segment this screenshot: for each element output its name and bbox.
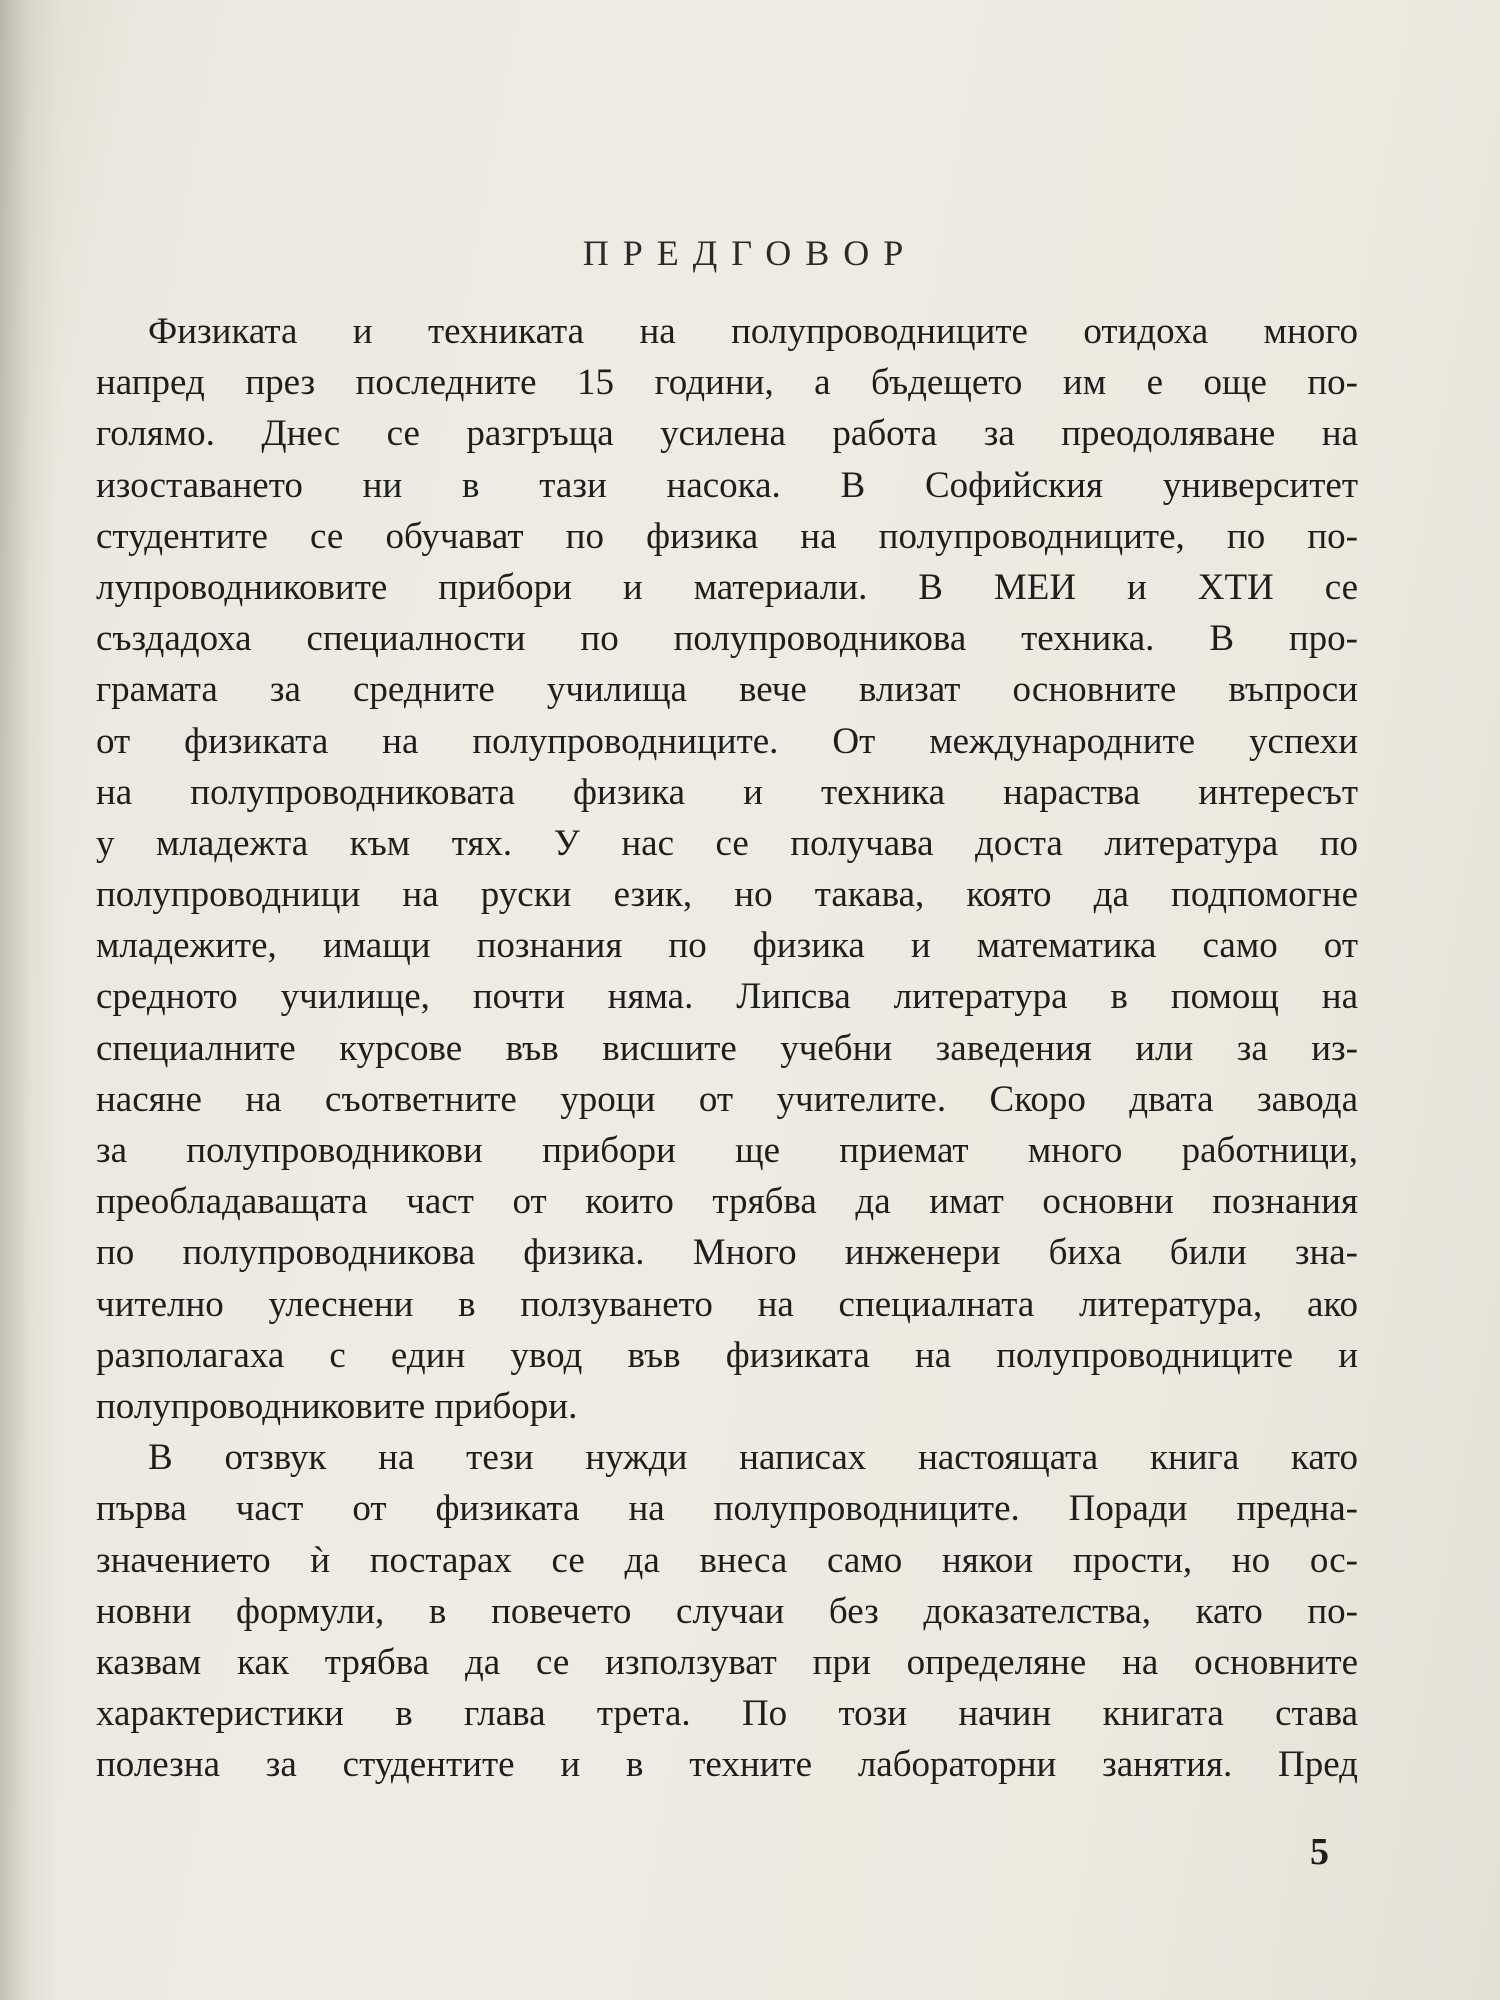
text-line: В отзвук на тези нужди написах настоящата книга като	[148, 1437, 1358, 1479]
text-line: значението ѝ постарах се да внеса само някои прости, но ос-	[96, 1539, 1358, 1581]
text-line: полупроводници на руски език, но такава, която да подпомогне	[96, 874, 1358, 916]
text-line: грамата за средните училища вече влизат основните въпроси	[96, 669, 1358, 711]
text-line: средното училище, почти няма. Липсва литература в помощ на	[96, 976, 1358, 1018]
text-line: голямо. Днес се разгръща усилена работа за преодоляване на	[96, 413, 1358, 455]
text-line: преобладаващата част от които трябва да имат основни познания	[96, 1181, 1358, 1223]
text-line: създадоха специалности по полупроводникова техника. В про-	[96, 618, 1358, 660]
text-line: студентите се обучават по физика на полупроводниците, по по-	[96, 515, 1358, 557]
text-line: напред през последните 15 години, а бъдещето им е още по-	[96, 362, 1358, 404]
text-line: у младежта към тях. У нас се получава доста литература по	[96, 822, 1358, 864]
text-line: първа част от физиката на полупроводниците. Поради предна-	[96, 1488, 1358, 1530]
text-line: изоставането ни в тази насока. В Софийския университет	[96, 464, 1358, 506]
text-line: насяне на съответните уроци от учителите. Скоро двата завода	[96, 1078, 1358, 1120]
page-gutter-shadow	[0, 0, 60, 2000]
text-line: за полупроводникови прибори ще приемат много работници,	[96, 1130, 1358, 1171]
text-line: полупроводниковите прибори.	[96, 1385, 578, 1427]
text-line: специалните курсове във висшите учебни заведения или за из-	[96, 1027, 1358, 1069]
text-line: младежите, имащи познания по физика и математика само от	[96, 925, 1358, 967]
text-line: на полупроводниковата физика и техника нараства интересът	[96, 771, 1358, 813]
text-line: полезна за студентите и в техните лабораторни занятия. Пред	[96, 1744, 1358, 1786]
text-line: лупроводниковите прибори и материали. В МЕИ и ХТИ се	[96, 566, 1358, 608]
text-line: новни формули, в повечето случаи без доказателства, като по-	[96, 1590, 1358, 1632]
text-line: чително улеснени в ползуването на специалната литература, ако	[96, 1283, 1358, 1325]
text-line: по полупроводникова физика. Много инженери биха били зна-	[96, 1232, 1358, 1274]
text-line: казвам как трябва да се използуват при определяне на основните	[96, 1641, 1358, 1683]
text-line: от физиката на полупроводниците. От международните успехи	[96, 720, 1358, 762]
preface-text	[96, 306, 1358, 1790]
text-line: разполагаха с един увод във физиката на полупроводниците и	[96, 1334, 1358, 1376]
text-line: характеристики в глава трета. По този начин книгата става	[96, 1693, 1358, 1735]
page-title: ПРЕДГОВОР	[582, 233, 918, 273]
page-number: 5	[1310, 1831, 1329, 1873]
text-line: Физиката и техниката на полупроводниците отидоха много	[148, 311, 1358, 352]
